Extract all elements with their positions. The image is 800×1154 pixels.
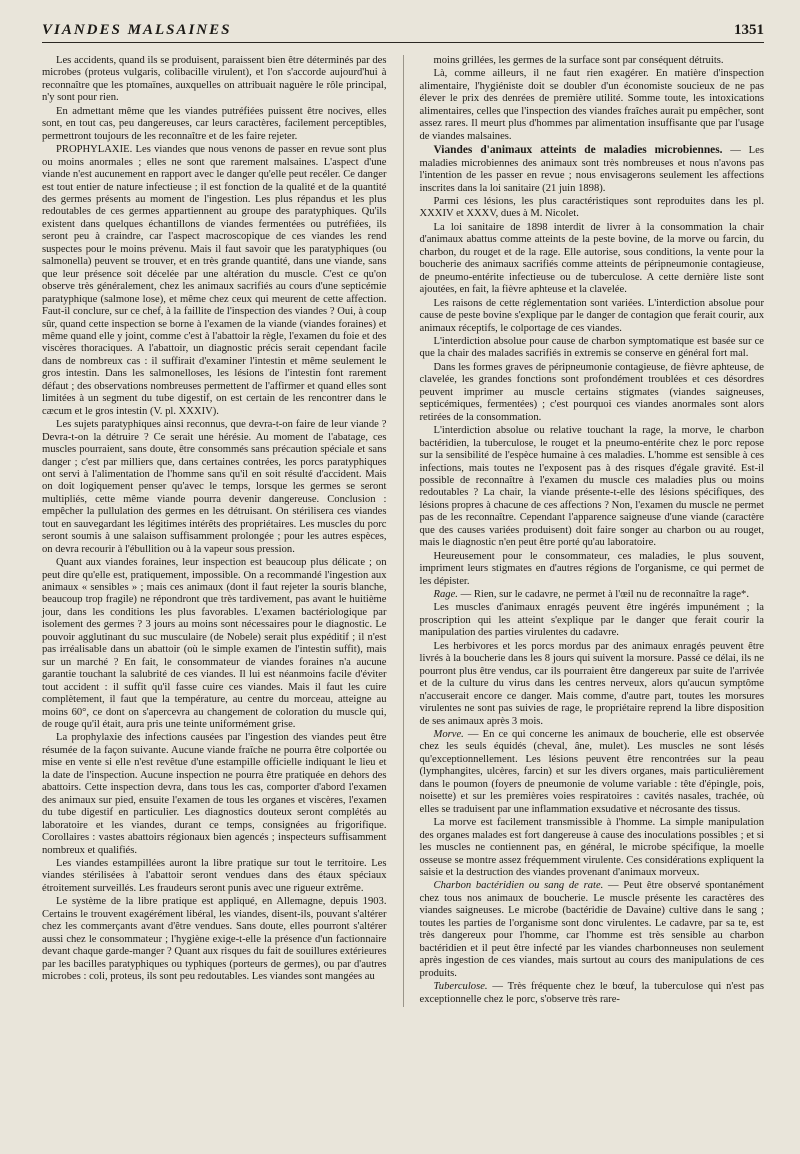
paragraph: Le système de la libre pratique est appliqué, en Allemagne, depuis 1903. Certains le trouvent exagérément libéral, les viandes, disent-ils, pouvant s'altérer chez les commerçants avant d'être vendues. Sans doute, elles pourront s'altérer aussi chez le consommateur ; l'hygiène exige-t-elle la présence d'un factionnaire devant chaque garde-manger ? Quant aux risques du fait de souillures extérieures par les bacilles paratyphiques ou typhiques (porteurs de germes), ou par d'autres microbes : coli, proteus, ils sont peu redoutables. Les viandes sont mangées au: [42, 896, 387, 983]
paragraph: [420, 729, 765, 816]
paragraph: [420, 144, 765, 195]
paragraph: Heureusement pour le consommateur, ces maladies, le plus souvent, impriment leurs stigmates en d'autres régions de l'organisme, ce qui permet de les dépister.: [419, 550, 764, 587]
paragraph: La morve est facilement transmissible à l'homme. La simple manipulation des organes malades est fort dangereuse à cause des inoculations possibles ; et si les muscles ne contiennent pas, en général, le microbe spécifique, la moelle osseuse se montre assez fréquemment virulente. Ces considérations expliquent la saisie et la destruction des viandes provenant d'animaux morveux.: [419, 817, 764, 878]
column-divider: [403, 55, 404, 1007]
paragraph: En admettant même que les viandes putréfiées puissent être nocives, elles sont, en tout cas, peu dangereuses, car leurs caractères, facilement perceptibles, permettront toujours de les reconnaître et de les faire rejeter.: [42, 105, 387, 142]
paragraph: [420, 880, 765, 980]
page-header: [42, 22, 764, 43]
disease-label: Charbon bactéridien ou sang de rate.: [433, 880, 604, 892]
paragraph: Dans les formes graves de péripneumonie contagieuse, de fièvre aphteuse, de clavelée, les grandes fonctions sont profondément troublées et ces désordres peuvent imprimer au muscle certains stigmates (viandes saigneuses, septicémiques, fermentées) ; c'est pourquoi ces viandes anormales sont alors retirées de la consommation.: [419, 361, 764, 423]
text-columns: [42, 55, 764, 1007]
paragraph: Parmi ces lésions, les plus caractéristiques sont reproduites dans les pl. XXXIV et XXXV, dues à M. Nicolet.: [419, 195, 764, 220]
paragraph: [420, 589, 765, 601]
left-column: [42, 55, 387, 1007]
paragraph: Les raisons de cette réglementation sont variées. L'interdiction absolue pour cause de peste bovine s'explique par le danger de contagion que ferait courir, aux animaux réceptifs, le colportage de ces viandes.: [419, 297, 764, 334]
paragraph: Les viandes estampillées auront la libre pratique sur tout le territoire. Les viandes stérilisées à l'abattoir seront vendues dans des étaux spéciaux étroitement surveillés. Les fraudeurs seront punis avec une rigueur extrême.: [42, 858, 387, 894]
paragraph: Là, comme ailleurs, il ne faut rien exagérer. En matière d'inspection alimentaire, l'hygiéniste doit se doubler d'un économiste soucieux de ne pas élever le prix des denrées de première utilité. Somme toute, les intoxications alimentaires, celles que l'inspection des viandes fraîches aurait pu empêcher, sont assez rares. Il meurt plus d'hommes par alimentation insuffisante que par l'usage de viandes malsaines.: [419, 68, 764, 142]
paragraph: Les herbivores et les porcs mordus par des animaux enragés peuvent être livrés à la boucherie dans les 8 jours qui suivent la morsure. Passé ce délai, ils ne pourront plus être vendus, car ils pourraient être dangereux par suite de l'arrivée et de la culture du virus dans les centres nerveux, alors qu'aucun symptôme n'accuserait encore ce danger. Mais comme, d'autre part, toutes les morsures virulentes ne sont pas suivies de rage, le propriétaire reprend la libre disposition de ses animaux après 3 mois.: [419, 640, 764, 727]
paragraph: Les accidents, quand ils se produisent, paraissent bien être déterminés par des microbes (proteus vulgaris, colibacille virulent), et l'on s'accorde aujourd'hui à reconnaître que les ptomaïnes, auxquelles on attribuait naguère le rôle principal, n'y sont pour rien.: [42, 55, 387, 104]
paragraph-text: — Les maladies microbiennes des animaux sont très nombreuses et nous n'avons pas l'intention de les passer en revue ; nous envisagerons seulement les affections inscrites dans la loi sanitaire (21 juin 1898).: [419, 145, 764, 194]
paragraph: [42, 144, 387, 418]
right-column: [420, 55, 765, 1007]
disease-label: Rage.: [433, 589, 458, 601]
paragraph-text: — En ce qui concerne les animaux de boucherie, elle est observée chez les seuls équidés (cheval, âne, mulet). Les muscles ne sont lésés qu'exceptionnellement. Les lésions peuvent être rencontrées sur la peau (lymphangites, ulcères, farcin) et sur les divers organes, mais particulièrement dans le poumon (foyers de pneumonie de volume variable : tête d'épingle, pois, noisette) et sur les premières voies respiratoires : cavités nasales, trachée, où elles se traduisent par une inflammation exsudative et nécrosante des tissus.: [419, 729, 764, 815]
paragraph: La prophylaxie des infections causées par l'ingestion des viandes peut être résumée de la façon suivante. Aucune viande fraîche ne pourra être colportée ou mise en vente si elle n'est revêtue d'une estampille officielle indiquant le lieu et la date de l'inspection. Aucune inspection ne pourra être pratiquée en dehors des abattoirs. Cette inspection devra, dans tous les cas, comporter d'abord l'examen des animaux sur pied, ensuite l'examen de tous les organes et viscères, l'examen du tube digestif en particulier. Les diagnostics douteux seront complétés au laboratoire et les viandes, durant ce temps, consignées au frigorifique. Corollaires : vastes abattoirs régionaux bien agencés ; inspecteurs suffisamment nombreux et qualifiés.: [42, 732, 387, 856]
paragraph: moins grillées, les germes de la surface sont par conséquent détruits.: [433, 55, 724, 66]
page-number: 1351: [734, 22, 764, 38]
paragraph: Quant aux viandes foraines, leur inspection est beaucoup plus délicate ; on peut dire qu'elle est, pratiquement, impossible. On a recommandé l'ingestion aux animaux « sensibles » ; mais ces animaux (dont il faut rejeter la souris blanche, beaucoup trop fragile) ne répondront que très tardivement, pas avant le huitième jour, dans les conditions les plus favorables. L'examen bactériologique par isolement des germes ? 3 jours au moins sont nécessaires pour le diagnostic. Le pouvoir agglutinant du suc musculaire (de Nobele) serait plus expéditif ; il n'est pas irréalisable dans un abattoir (où le simple examen de l'intestin suffit), mais sur un marché ? En fait, le consommateur de viandes foraines n'a aucune garantie touchant la salubrité de ces viandes. Il lui est néanmoins facile d'éviter tout accident : il suffit qu'il fasse cuire ces viandes. Mais il faut les cuire complètement, il faut que la température, au centre du morceau, atteigne au moins 60°, ce dont on s'apercevra au changement de coloration du muscle qui, de rouge qu'il était, aura pris une teinte uniformément grise.: [42, 557, 387, 731]
disease-label: Morve.: [433, 729, 464, 741]
section-heading: Viandes d'animaux atteints de maladies microbiennes.: [433, 144, 723, 157]
paragraph-text: — Peut être observé spontanément chez tous nos animaux de boucherie. Le muscle présente les caractères des viandes saigneuses. Le microbe (bactéridie de Davaine) cultive dans le sang ; toutes les parties de l'organisme sont donc virulentes. Le cadavre, par sa te, est très dangereux pour l'homme, car l'homme est très sensible au charbon bactéridien et il peut être infecté par les viandes charbonneuses non seulement après ingestion de ces viandes, mais surtout au cours des manipulations de ces produits.: [419, 880, 764, 979]
running-title: VIANDES MALSAINES: [42, 22, 232, 38]
paragraph: Les sujets paratyphiques ainsi reconnus, que devra-t-on faire de leur viande ? Devra-t-on la détruire ? Ce serait une hérésie. Au moment de l'abatage, ces muscles pourraient, sans doute, être consommés sans précaution spéciale et sans danger ; c'est par milliers que, dans certaines contrées, les porcs paratyphiques ont servi à l'alimentation de l'homme sans qu'il en soit résulté d'accident. Mais on doit logiquement penser qu'avec le temps, lorsque les germes se seront multipliés, cette même viande pourra devenir dangereuse. Conclusion : empêcher la pullulation des germes en les détruisant. On stérilisera ces viandes tout en sauvegardant les légitimes intérêts des propriétaires. Les muscles du porc seront soumis à une salaison suffisamment prolongée ; pour les autres espèces, on devra recourir à l'ébullition ou à la vapeur sous pression.: [42, 419, 387, 555]
paragraph: Les muscles d'animaux enragés peuvent être ingérés impunément ; la proscription qui les atteint s'explique par le danger que ferait courir la manipulation des parties virulentes du cadavre.: [419, 602, 764, 639]
paragraph-text: — Rien, sur le cadavre, ne permet à l'œil nu de reconnaître la rage*.: [460, 589, 749, 601]
section-label: PROPHYLAXIE.: [56, 144, 133, 156]
paragraph: La loi sanitaire de 1898 interdit de livrer à la consommation la chair d'animaux abattus comme atteints de la peste bovine, de la morve ou farcin, du charbon, du rouget et de la rage. Elle autorise, sous conditions, la vente pour la boucherie des animaux sacrifiés comme atteints de péripneumonie contagieuse, de pneumo-entérite infectieuse ou de tuberculose. A cette dernière liste sont ajoutées, en fait, la fièvre aphteuse et la clavelée.: [419, 221, 764, 296]
paragraph: L'interdiction absolue pour cause de charbon symptomatique est basée sur ce que la chair des malades sacrifiés in extremis se conserve en général fort mal.: [419, 335, 764, 360]
paragraph: [420, 981, 765, 1006]
paragraph-text: Les viandes que nous venons de passer en revue sont plus ou moins anormales ; elles ne sont que rarement malsaines. L'aspect d'une viande n'est aucunement en rapport avec le danger qu'elle peut recéler. Ce danger est tout entier de nature infectieuse ; il est fonction de la qualité et de la quantité des germes présents au moment de l'ingestion. Les plus répandus et les plus redoutables de ces germes appartiennent au groupe des paratyphiques. Qu'ils existent dans quelques échantillons de viandes fermentées ou putréfiées, ils seront peu à craindre, car l'aspect macroscopique de ces viandes les rend suspectes pour le moins prévenu. Mais il faut savoir que les paratyphiques (ou salmonella) peuvent se trouver, et en très grande quantité, dans une viande, sans que leur présence soit décelée par une altération du muscle. C'est ce qu'on observe très généralement, chez les animaux sacrifiés au cours d'une septicémie paratyphique (salmone lose), et même chez ceux qui meurent de cette affection. Faut-il conclure, sur ce chef, à la faillite de l'inspection des viandes ? Oui, à coup sûr, quand cette inspection se borne à l'examen de la viande (viandes foraines) et même quand elle y joint, comme c'est à l'abattoir la règle, l'examen du foie et des viscères thoraciques. A l'abattoir, un diagnostic précis serait cependant facile dans de nombreux cas : il suffirait d'examiner l'intestin et même seulement le gros intestin. Dans les salmonelloses, les lésions de l'intestin font rarement défaut ; des observations nombreuses permettent de l'affirmer et quand elles sont limitées à un segment du tube digestif, on est certain de les rencontrer dans le cæcum et le gros intestin (V. pl. XXXIV).: [42, 144, 387, 417]
paragraph: L'interdiction absolue ou relative touchant la rage, la morve, le charbon bactéridien, la tuberculose, le rouget et la pneumo-entérite chez le porc repose sur la sensibilité de l'espèce humaine à ces maladies. L'homme est sensible à ces infections, mais toutes ne l'exposent pas à des risques d'égale gravité. Est-il possible de reconnaître à l'examen du muscle ces maladies plus ou moins redoutables ? La chair, la viande présente-t-elle des lésions spécifiques, des lésions propres à chacune de ces affections ? Non, l'examen du muscle ne permet pas de les reconnaître. Cependant l'apparence saigneuse d'une viande (caractère que des causes variées produisent) doit faire songer au charbon ou au rouget, mais le diagnostic n'en peut être porté qu'au laboratoire.: [419, 425, 764, 549]
paragraph-text: — Très fréquente chez le bœuf, la tuberculose qui n'est pas exceptionnelle chez le porc, s'observe très rare-: [419, 981, 764, 1005]
disease-label: Tuberculose.: [433, 981, 488, 993]
